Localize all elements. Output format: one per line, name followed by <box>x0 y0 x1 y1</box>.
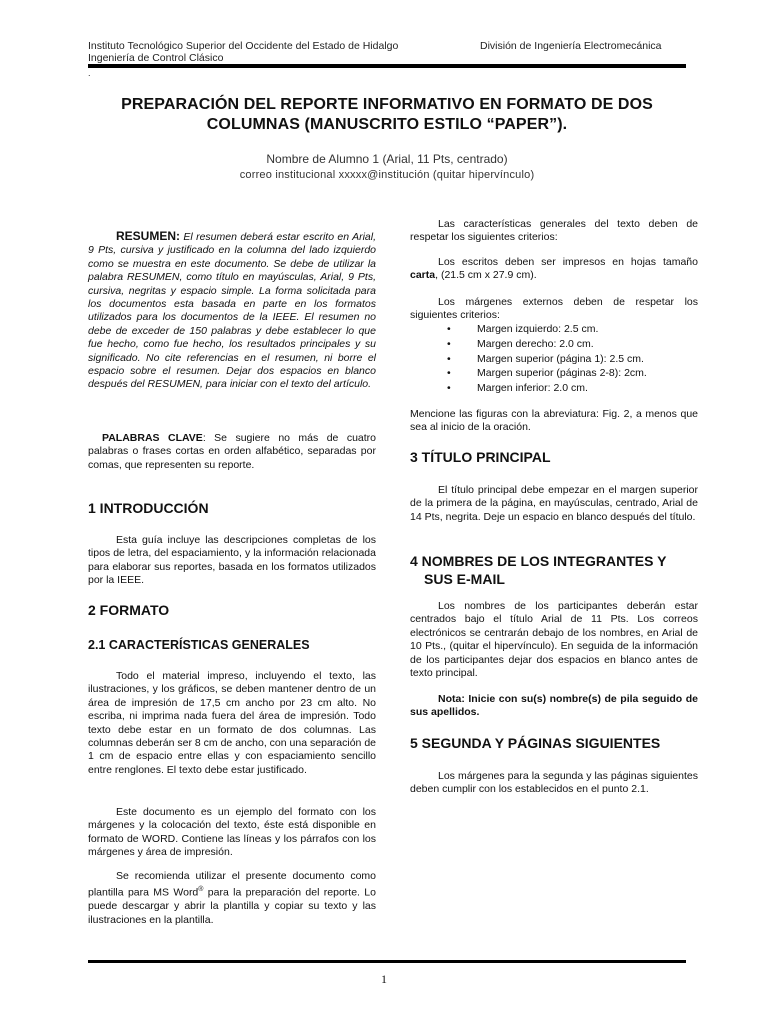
header-division: División de Ingeniería Electromecánica <box>480 40 662 52</box>
right-paragraph-1 <box>410 218 698 245</box>
abstract <box>88 230 376 392</box>
section-4-text: Los nombres de los participantes deberán estar centrados bajo el título Arial de 11 Pts. Los correos electrónicos se centrarán debajo de los nombres, en Arial de 10 Pts., (quitar el hipervínculo). En seguida de la información de los participantes dejar dos espacios en blanco antes de texto principal. <box>410 600 698 680</box>
keywords-text: : Se sugiere no más de cuatro palabras o frases cortas en orden alfabético, separadas por comas, que representen su reporte. <box>88 432 376 471</box>
author-email: correo institucional xxxxx@institución (quitar hipervínculo) <box>239 169 535 181</box>
margin-list <box>447 322 647 396</box>
abstract-text: El resumen deberá estar escrito en Arial, 9 Pts, cursiva y justificado en la columna del lado izquierdo como se muestra en este documento. Se debe de utilizar la palabra RESUMEN, como título en mayúsculas, Arial, 9 Pts, cursiva, negritas y espacio simple. La forma solicitada para los documentos esta basada en parte en los formatos utilizados para los documentos de la IEEE. El resumen no debe de exceder de 150 palabras y debe establecer lo que fue hecho, como fue hecho, los resultados principales y su significado. No cite referencias en el resumen, ni borre el espacio sobre el resumen. Dejar dos espacios en blanco después del RESUMEN, para iniciar con el texto del artículo. <box>88 231 376 391</box>
section-2-text-1: Todo el material impreso, incluyendo el texto, las ilustraciones, y los gráficos, se deben mantener dentro de un área de impresión de 17,5 cm ancho por 23 cm alto. No escriba, ni imprima nada fuera del área de impresión. Todo texto debe estar en un formato de dos columnas. Las columnas deberán ser 8 cm de ancho, con una separación de 1 cm de espacio entre ellas y con espaciamiento sencillo entre renglones. El texto debe estar justificado. <box>88 670 376 776</box>
section-1-text: Esta guía incluye las descripciones completas de los tipos de letra, del espaciamiento, y la información relacionada para elaborar sus reportes, basada en los formatos utilizados por la IEEE. <box>88 534 376 587</box>
section-5-heading: 5 SEGUNDA Y PÁGINAS SIGUIENTES <box>410 735 661 751</box>
header-course: Ingeniería de Control Clásico <box>88 52 224 64</box>
paper-title <box>88 95 686 135</box>
section-1-paragraph <box>88 534 376 588</box>
section-2-text-3b: para la preparación del reporte. Lo puede descargar y abrir la plantilla y copiar su texto y las ilustraciones en la plantilla. <box>88 886 376 926</box>
section-4-heading-line-1: 4 NOMBRES DE LOS INTEGRANTES Y <box>410 553 667 569</box>
section-2-heading: 2 FORMATO <box>88 602 170 618</box>
section-4-note <box>410 693 698 720</box>
page-number: 1 <box>381 972 387 986</box>
bullet-icon: • <box>447 323 451 335</box>
list-item <box>447 322 647 337</box>
list-item-text: Margen inferior: 2.0 cm. <box>477 382 588 395</box>
list-item <box>447 352 647 367</box>
section-4-heading-line-2: SUS E-MAIL <box>424 571 505 587</box>
header-dot: . <box>88 68 91 78</box>
right-paragraph-4 <box>410 408 698 435</box>
section-2-text-3a: Se recomienda utilizar el presente documento como plantilla para MS Word <box>88 870 376 899</box>
list-item-text: Margen superior (páginas 2-8): 2cm. <box>477 367 647 380</box>
list-item-text: Margen derecho: 2.0 cm. <box>477 337 594 350</box>
section-2-text-2: Este documento es un ejemplo del formato con los márgenes y la colocación del texto, éste está disponible en formato de WORD. Contiene las líneas y los párrafos con los márgenes y área de impresión. <box>88 806 376 859</box>
list-item <box>447 381 647 396</box>
abstract-label: RESUMEN: <box>116 229 181 243</box>
section-2-paragraph-1 <box>88 670 376 777</box>
section-3-paragraph <box>410 484 698 524</box>
section-5-paragraph <box>410 770 698 797</box>
right-text-2-bold: carta <box>410 269 436 282</box>
header-institute: Instituto Tecnológico Superior del Occidente del Estado de Hidalgo <box>88 40 399 52</box>
section-5-text: Los márgenes para la segunda y las páginas siguientes deben cumplir con los establecidos en el punto 2.1. <box>410 770 698 796</box>
section-4-heading <box>410 552 700 588</box>
section-4-note-text: Nota: Inicie con su(s) nombre(s) de pila seguido de sus apellidos. <box>410 693 698 719</box>
list-item-text: Margen superior (página 1): 2.5 cm. <box>477 352 644 365</box>
list-item-text: Margen izquierdo: 2.5 cm. <box>477 323 599 335</box>
bullet-icon: • <box>447 352 451 365</box>
keywords-label: PALABRAS CLAVE <box>102 432 203 444</box>
right-paragraph-2 <box>410 256 698 283</box>
list-item <box>447 366 647 381</box>
bullet-icon: • <box>447 337 451 350</box>
right-text-1: Las características generales del texto deben de respetar los siguientes criterios: <box>410 218 698 244</box>
section-2-1-heading: 2.1 CARACTERÍSTICAS GENERALES <box>88 638 310 652</box>
keywords <box>88 432 376 472</box>
bullet-icon: • <box>447 367 451 380</box>
right-text-2a: Los escritos deben ser impresos en hojas tamaño <box>438 256 698 268</box>
section-2-paragraph-2 <box>88 806 376 860</box>
right-paragraph-3 <box>410 296 698 323</box>
right-text-3: Los márgenes externos deben de respetar los siguientes criterios: <box>410 296 698 322</box>
right-text-2b: , (21.5 cm x 27.9 cm). <box>435 269 537 282</box>
section-1-heading: 1 INTRODUCCIÓN <box>88 500 209 516</box>
header-rule <box>88 64 686 68</box>
title-line-2: COLUMNAS (MANUSCRITO ESTILO “PAPER”). <box>206 116 568 133</box>
footer-rule <box>88 960 686 963</box>
list-item <box>447 337 647 352</box>
title-line-1: PREPARACIÓN DEL REPORTE INFORMATIVO EN FORMATO DE DOS <box>121 96 653 113</box>
bullet-icon: • <box>447 382 451 395</box>
right-text-4: Mencione las figuras con la abreviatura: Fig. 2, a menos que sea al inicio de la oración. <box>410 408 698 434</box>
author-name: Nombre de Alumno 1 (Arial, 11 Pts, centrado) <box>266 152 508 166</box>
section-2-paragraph-3 <box>88 870 376 927</box>
section-4-paragraph <box>410 600 698 680</box>
section-3-text: El título principal debe empezar en el margen superior de la primera de la página, en mayúsculas, centrado, Arial de 14 Pts, negrita. Deje un espacio en blanco después del título. <box>410 484 698 523</box>
section-3-heading: 3 TÍTULO PRINCIPAL <box>410 449 551 465</box>
registered-mark: ® <box>198 886 204 894</box>
